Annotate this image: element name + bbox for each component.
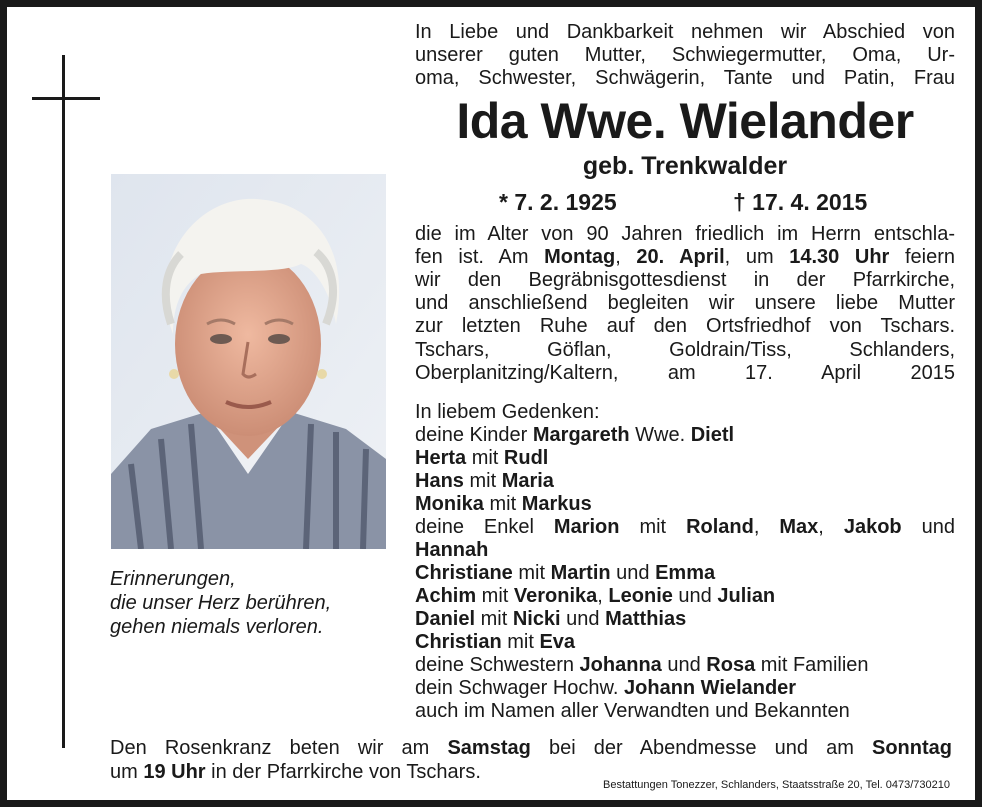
portrait-illustration [111, 174, 386, 549]
mourner-line: Hannah [415, 539, 489, 561]
mourners-heading: In liebem Gedenken: [415, 401, 600, 423]
rosary-notice [110, 736, 952, 784]
intro-line: In Liebe und Dankbarkeit nehmen wir Abschied von [415, 21, 955, 43]
funeral-home-credit: Bestattungen Tonezzer, Schlanders, Staatsstraße 20, Tel. 0473/730210 [603, 779, 950, 791]
intro-text [415, 21, 955, 90]
funeral-details [415, 223, 955, 338]
mourner-line: Daniel mit Nicki und Matthias [415, 608, 687, 630]
intro-line: oma, Schwester, Schwägerin, Tante und Patin, Frau [415, 67, 955, 89]
mourners-list [415, 401, 955, 723]
portrait-photo [111, 174, 386, 549]
mourner-line: Hans mit Maria [415, 470, 554, 492]
mourner-line: deine Kinder Margareth Wwe. Dietl [415, 424, 735, 446]
mourner-line: Achim mit Veronika, Leonie und Julian [415, 585, 776, 607]
obituary-notice [7, 7, 975, 800]
death-date: † 17. 4. 2015 [733, 189, 868, 215]
body-line: und anschließend begleiten wir unsere liebe Mutter [415, 292, 955, 314]
quote-line: Erinnerungen, [110, 568, 236, 590]
cross-vertical-bar [62, 55, 65, 748]
place-line: Oberplanitzing/Kaltern, am 17. April 2015 [415, 362, 955, 384]
birth-date: * 7. 2. 1925 [499, 189, 617, 215]
quote-line: die unser Herz berühren, [110, 592, 332, 614]
mourner-line: deine Schwestern Johanna und Rosa mit Familien [415, 654, 869, 676]
mourner-line: deine Enkel Marion mit Roland, Max, Jakob und [415, 516, 955, 538]
memorial-quote [110, 567, 400, 639]
place-and-date [415, 339, 955, 385]
funeral-date: 20. April [636, 246, 725, 268]
birth-name: geb. Trenkwalder [582, 152, 788, 180]
rosary-line: um 19 Uhr in der Pfarrkirche von Tschars. [110, 761, 481, 783]
cross-horizontal-bar [32, 97, 100, 100]
funeral-time: 14.30 Uhr [789, 246, 890, 268]
mourner-line: dein Schwager Hochw. Johann Wielander [415, 677, 797, 699]
funeral-day: Montag [544, 246, 616, 268]
rosary-line: Den Rosenkranz beten wir am Samstag bei der Abendmesse und am Sonntag [110, 737, 952, 759]
intro-line: unserer guten Mutter, Schwiegermutter, Oma, Ur- [415, 44, 955, 66]
body-line: fen ist. Am Montag, 20. April, um 14.30 Uhr feiern [415, 246, 955, 268]
place-line: Tschars, Göflan, Goldrain/Tiss, Schlanders, [415, 339, 955, 361]
deceased-name: Ida Wwe. Wielander [456, 93, 914, 149]
body-line: die im Alter von 90 Jahren friedlich im Herrn entschla- [415, 223, 955, 245]
mourner-closing: auch im Namen aller Verwandten und Bekannten [415, 700, 850, 722]
body-line: wir den Begräbnisgottesdienst in der Pfarrkirche, [415, 269, 955, 291]
mourner-line: Monika mit Markus [415, 493, 592, 515]
mourner-line: Christiane mit Martin und Emma [415, 562, 716, 584]
quote-line: gehen niemals verloren. [110, 616, 324, 638]
mourner-line: Herta mit Rudl [415, 447, 549, 469]
mourner-line: Christian mit Eva [415, 631, 576, 653]
body-line: zur letzten Ruhe auf den Ortsfriedhof von Tschars. [415, 315, 955, 337]
